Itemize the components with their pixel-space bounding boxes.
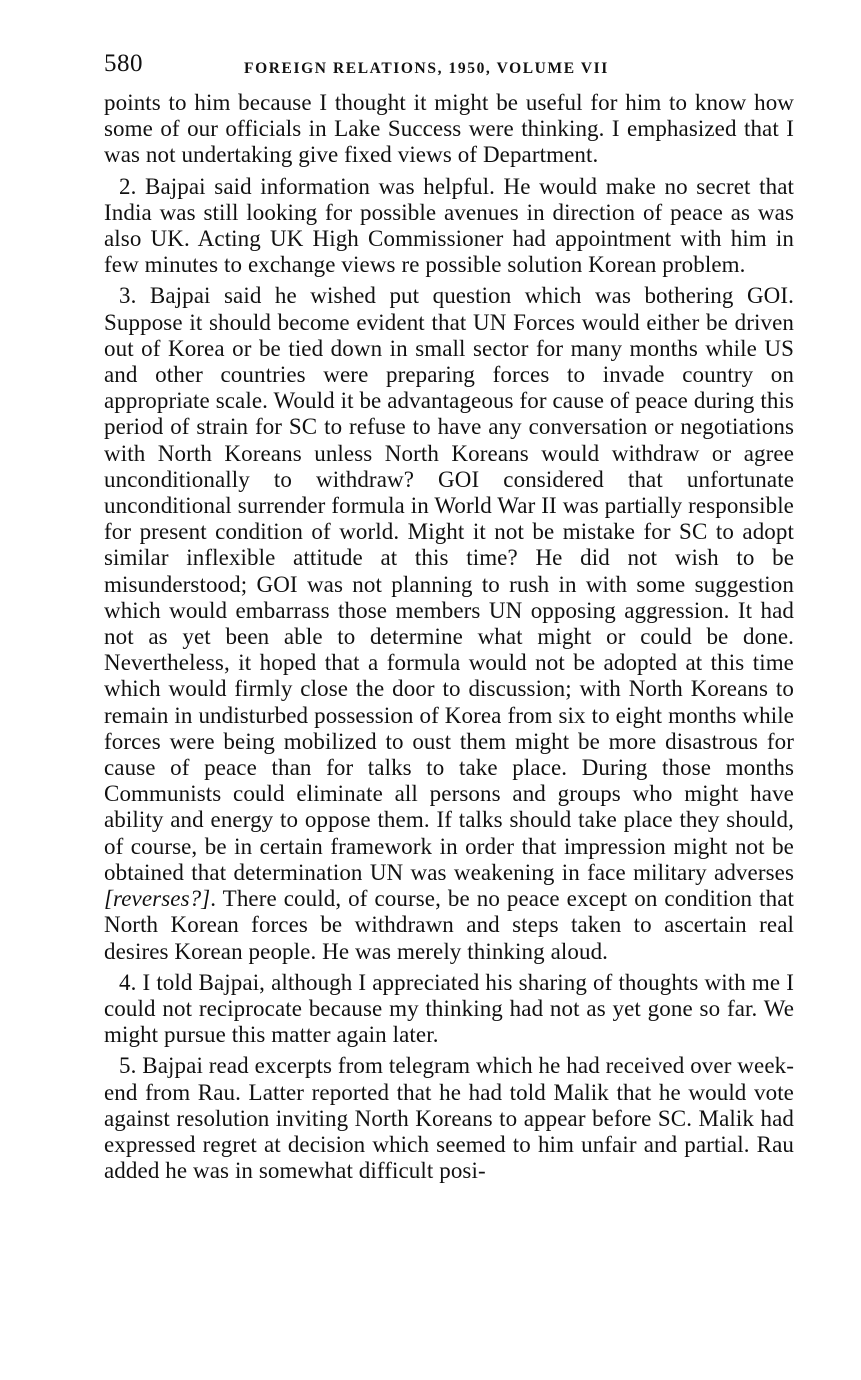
paragraph-3-text: 3. Bajpai said he wished put question which was bothering GOI. Suppose it should become evident that UN Forces would either be driven out of Korea or be tied down in small sector for many months while US and other countries were preparing forces to invade country on appropriate scale. Would it be advantageous for cause of peace during this period of strain for SC to refuse to have any conversation or negotiations with North Koreans unless North Koreans would withdraw or agree unconditionally to withdraw? GOI considered that unfortunate unconditional surrender formula in World War II was partially responsible for present condition of world. Might it not be mistake for SC to adopt similar inflexible attitude at this time? He did not wish to be misunderstood; GOI was not planning to rush in with some suggestion which would embarrass those members UN opposing aggression. It had not as yet been able to determine what might or could be done. Nevertheless, it hoped that a formula would not be adopted at this time which would firmly close the door to discussion; with North Koreans to remain in undisturbed possession of Korea from six to eight months while forces were being mobilized to oust them might be more disastrous for cause of peace than for talks to take place. During those months Communists could eliminate all persons and groups who might have ability and energy to oppose them. If talks should take place they should, of course, be in certain framework in order that impression might not be obtained that determination UN was weakening in face military adverses — [104, 283, 794, 885]
page-header — [104, 50, 794, 90]
body-text — [104, 90, 794, 1184]
paragraph-2: 2. Bajpai said information was helpful. He would make no secret that India was still looking for possible avenues in direction of peace as was also UK. Acting UK High Commissioner had appointment with him in few minutes to exchange views re possible solution Korean problem. — [104, 173, 794, 278]
paragraph-4: 4. I told Bajpai, although I appreciated his sharing of thoughts with me I could not reciprocate because my thinking had not as yet gone so far. We might pursue this matter again later. — [104, 969, 794, 1048]
paragraph-5: 5. Bajpai read excerpts from telegram which he had received over week-end from Rau. Latter reported that he had told Malik that he would vote against resolution inviting North Koreans to appear before SC. Malik had expressed regret at decision which seemed to him unfair and partial. Rau added he was in somewhat difficult posi- — [104, 1053, 794, 1184]
paragraph-3 — [104, 283, 794, 964]
page-number: 580 — [104, 50, 143, 77]
editorial-insertion: [reverses?] — [104, 886, 211, 912]
running-head: FOREIGN RELATIONS, 1950, VOLUME VII — [244, 60, 609, 77]
paragraph-continuation: points to him because I thought it might be useful for him to know how some of our officials in Lake Success were thinking. I emphasized that I was not undertaking give fixed views of Department. — [104, 90, 794, 168]
page-content — [104, 50, 794, 1189]
paragraph-3-text-end: . There could, of course, be no peace except on condition that North Korean forces be withdrawn and steps taken to ascertain real desires Korean people. He was merely thinking aloud. — [104, 886, 794, 964]
